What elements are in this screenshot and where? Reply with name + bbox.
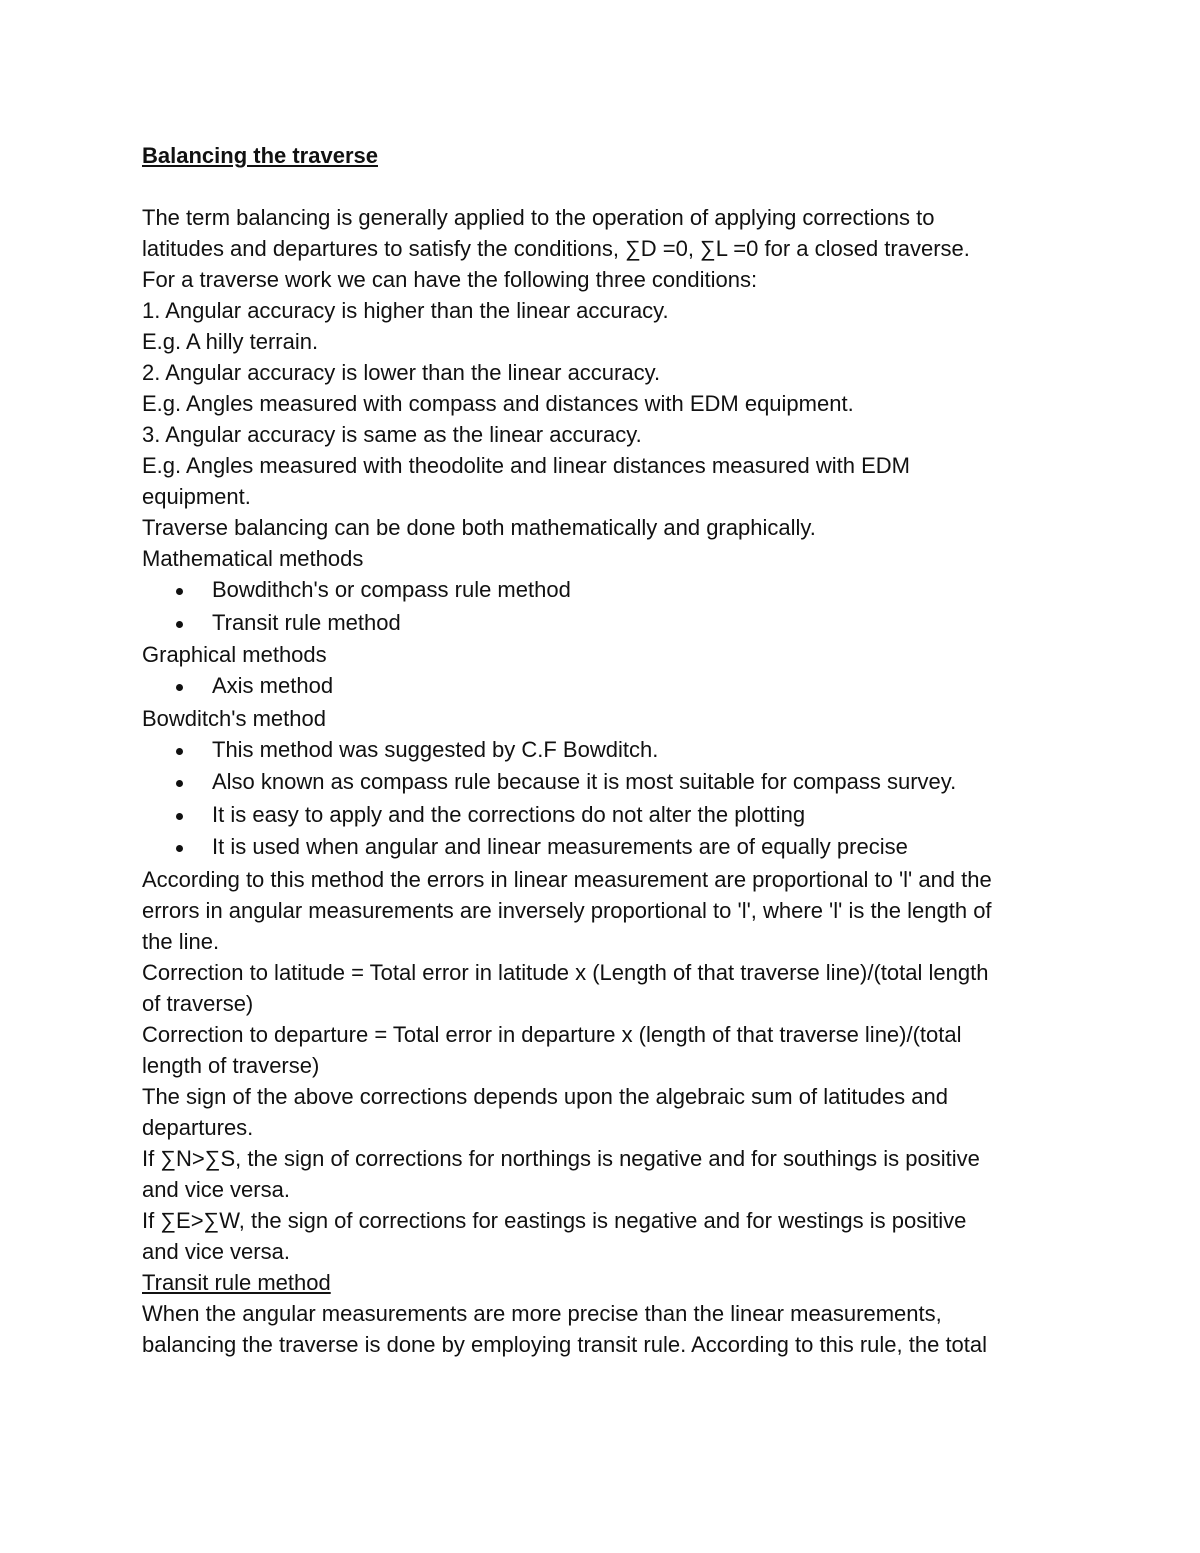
intro-line: 3. Angular accuracy is same as the linear accuracy.	[142, 422, 642, 447]
body-section	[142, 864, 1062, 1267]
transit-rule-heading: Transit rule method	[142, 1269, 331, 1295]
bullet-icon	[176, 748, 183, 755]
intro-line: E.g. Angles measured with compass and distances with EDM equipment.	[142, 391, 854, 416]
list-item-text: Transit rule method	[212, 609, 401, 635]
intro-line: Traverse balancing can be done both mathematically and graphically.	[142, 515, 816, 540]
intro-line: E.g. Angles measured with theodolite and linear distances measured with EDM	[142, 453, 910, 478]
bullet-icon	[176, 621, 183, 628]
graphical-methods-heading: Graphical methods	[142, 642, 327, 667]
bullet-icon	[176, 588, 183, 595]
body-line: length of traverse)	[142, 1052, 320, 1078]
intro-line: latitudes and departures to satisfy the conditions, ∑D =0, ∑L =0 for a closed traverse.	[142, 236, 970, 261]
list-item	[142, 574, 1062, 607]
math-methods-list	[142, 574, 1062, 639]
list-item-text: It is easy to apply and the corrections do not alter the plotting	[212, 801, 806, 827]
list-item-text: It is used when angular and linear measurements are of equally precise	[212, 834, 908, 859]
transit-line: When the angular measurements are more precise than the linear measurements,	[142, 1300, 942, 1326]
intro-line: equipment.	[142, 484, 251, 509]
transit-section	[142, 1298, 1062, 1360]
bowditch-points-list	[142, 734, 1062, 864]
body-line: and vice versa.	[142, 1238, 290, 1264]
body-line: departures.	[142, 1114, 254, 1140]
intro-line: 2. Angular accuracy is lower than the linear accuracy.	[142, 360, 661, 385]
list-item-text: Axis method	[212, 673, 334, 698]
body-line: errors in angular measurements are inversely proportional to 'l', where 'l' is the length of	[142, 897, 992, 923]
body-line: and vice versa.	[142, 1176, 290, 1202]
blank-line	[142, 171, 1062, 202]
intro-line: 1. Angular accuracy is higher than the linear accuracy.	[142, 298, 669, 323]
list-item-text: This method was suggested by C.F Bowditch.	[212, 736, 659, 762]
document-title: Balancing the traverse	[142, 143, 378, 168]
document-page	[142, 140, 1062, 1360]
bullet-icon	[176, 813, 183, 820]
intro-line: Mathematical methods	[142, 546, 364, 571]
list-item-text: Bowdithch's or compass rule method	[212, 577, 571, 602]
body-line: According to this method the errors in linear measurement are proportional to 'l' and the	[142, 866, 992, 892]
list-item	[142, 734, 1062, 767]
body-line: of traverse)	[142, 990, 254, 1016]
body-line: If ∑N>∑S, the sign of corrections for northings is negative and for southings is positive	[142, 1145, 980, 1171]
bullet-icon	[176, 780, 183, 787]
transit-line: balancing the traverse is done by employing transit rule. According to this rule, the total	[142, 1331, 988, 1357]
list-item	[142, 607, 1062, 640]
bullet-icon	[176, 845, 183, 852]
body-line: Correction to departure = Total error in departure x (length of that traverse line)/(total	[142, 1021, 962, 1047]
body-line: The sign of the above corrections depends upon the algebraic sum of latitudes and	[142, 1083, 948, 1109]
list-item	[142, 799, 1062, 832]
intro-section	[142, 202, 1062, 574]
intro-line: The term balancing is generally applied to the operation of applying corrections to	[142, 205, 935, 230]
bullet-icon	[176, 684, 183, 691]
list-item	[142, 670, 1062, 703]
intro-line: E.g. A hilly terrain.	[142, 329, 319, 354]
body-line: If ∑E>∑W, the sign of corrections for eastings is negative and for westings is positive	[142, 1207, 967, 1233]
bowditch-heading: Bowditch's method	[142, 705, 326, 731]
list-item	[142, 831, 1062, 864]
body-line: Correction to latitude = Total error in latitude x (Length of that traverse line)/(total length	[142, 959, 989, 985]
body-line: the line.	[142, 928, 220, 954]
intro-line: For a traverse work we can have the following three conditions:	[142, 267, 758, 292]
list-item	[142, 766, 1062, 799]
graphical-methods-list	[142, 670, 1062, 703]
list-item-text: Also known as compass rule because it is most suitable for compass survey.	[212, 769, 957, 794]
